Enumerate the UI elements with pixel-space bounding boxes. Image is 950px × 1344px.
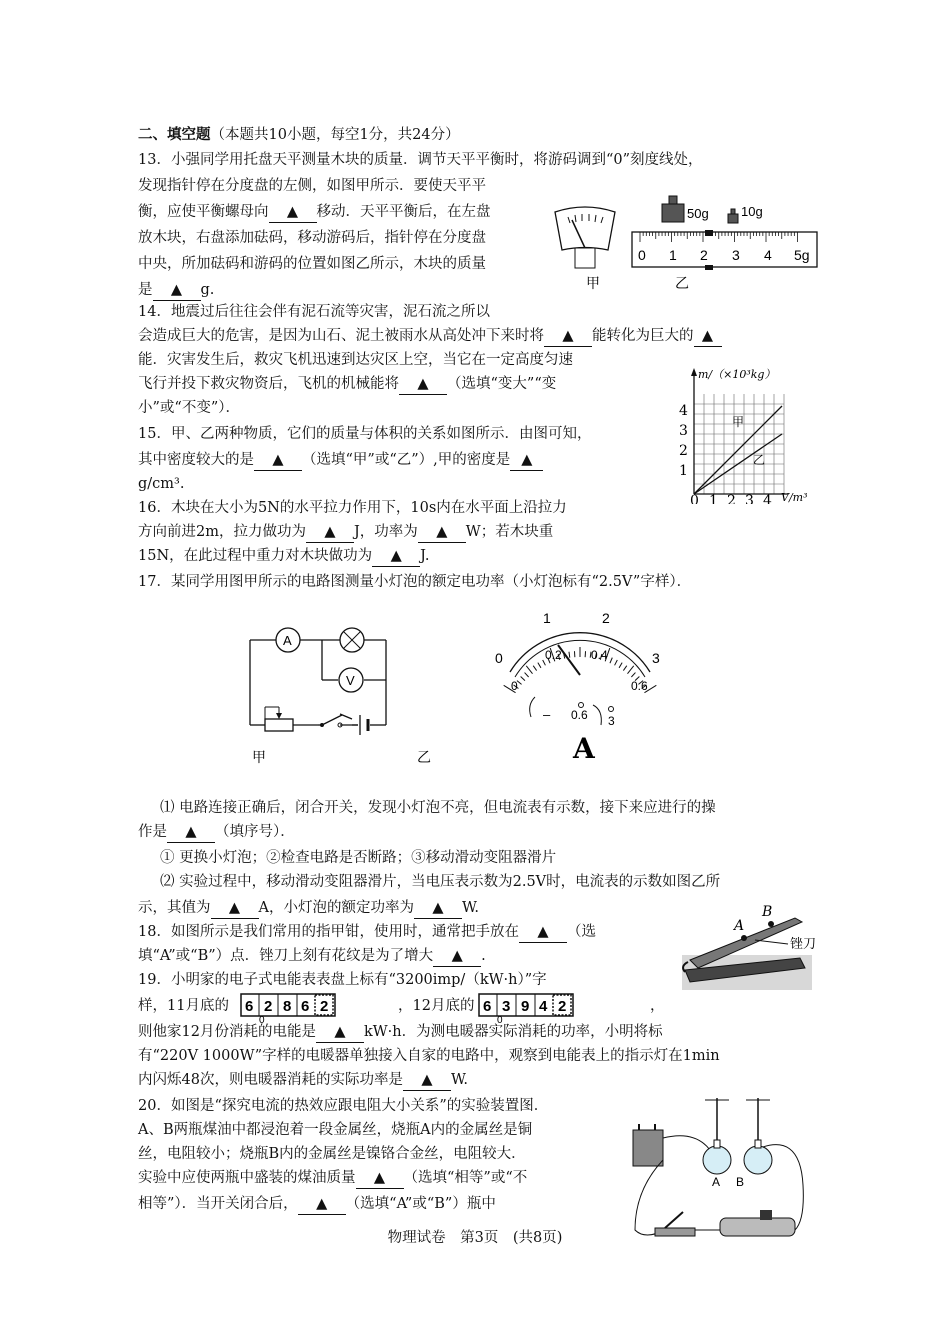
q20-line5: 相等”）．当开关闭合后， ▲ （选填“A”或“B”）瓶中 [138,1194,496,1215]
q13-line2: 发现指针停在分度盘的左侧，如图甲所示．要使天平平 [138,178,486,194]
answer-blank[interactable]: ▲ [510,450,543,471]
label-a: A [734,918,745,934]
terminal-label: – [543,707,551,722]
label-b: B [762,904,773,920]
ruler-tick-label: 3 [732,247,740,263]
x-tick: 3 [745,493,754,504]
meter-tick [538,663,541,668]
answer-blank[interactable]: ▲ [254,450,302,471]
meter-tick [615,660,618,665]
y-tick: 1 [679,463,688,479]
q16-line3: 15N，在此过程中重力对木块做功为 ▲ J. [138,546,429,567]
answer-blank[interactable]: ▲ [399,374,447,395]
circuit-label-jia: 甲 [252,750,266,766]
q13-line5: 中央，所加砝码和游码的位置如图乙所示，木块的质量 [138,256,486,272]
balance-figure [550,190,825,295]
voltmeter-label: V [346,673,355,688]
meter-digits [478,993,576,1023]
meter-tick [525,673,529,677]
terminal [609,707,614,712]
heating-experiment-figure [625,1090,815,1245]
x-tick: 0 [690,493,699,504]
q19-line5: 内闪烁48次，则电暖器消耗的实际功率是 ▲ W. [138,1070,468,1091]
x-tick: 1 [709,493,718,504]
meter-bottom-label: 0.4 [591,648,608,662]
answer-blank[interactable]: ▲ [433,946,481,967]
q14-line1: 14．地震过后往往会伴有泥石流等灾害，泥石流之所以 [138,304,490,320]
answer-blank[interactable]: ▲ [167,822,215,843]
weight-50g [662,196,684,222]
mass-volume-graph [676,364,816,504]
digit: 9 [521,998,530,1015]
answer-blank[interactable]: ▲ [414,898,462,919]
dial-scale-jia [555,207,615,268]
q20-line4: 实验中应使两瓶中盛装的煤油质量 ▲ （选填“相等”或“不 [138,1168,527,1189]
meter-tick [533,666,536,671]
digit: 2 [320,998,329,1015]
q13-line6: 是 ▲ g. [138,280,214,301]
meter-bottom-label: 0.2 [545,648,562,662]
q15-line2: 其中密度较大的是 ▲ （选填“甲”或“乙”）,甲的密度是 ▲ [138,450,543,471]
meter-tick [623,666,626,671]
figure-label-jia: 甲 [586,276,600,292]
digit: 3 [502,998,511,1015]
q16-line1: 16．木块在大小为5N的水平拉力作用下，10s内在水平面上沿拉力 [138,500,567,516]
y-tick: 2 [679,443,688,459]
q16-line2: 方向前进2m，拉力做功为 ▲ J，功率为 ▲ W；若木块重 [138,522,553,543]
q19-line4: 有“220V 1000W”字样的电暖器单独接入自家的电路中，观察到电能表上的指示灯在1min [138,1048,720,1064]
digit-sub: 0 [259,1015,265,1023]
q17-sub2-line1: ⑵ 实验过程中，移动滑动变阻器滑片，当电压表示数为2.5V时，电流表的示数如图乙所 [160,874,721,890]
answer-blank[interactable]: ▲ [356,1168,404,1189]
point-b [768,921,774,927]
answer-blank[interactable]: ▲ [211,898,259,919]
nail-clipper-figure [680,900,840,995]
digit: 4 [539,998,548,1015]
flask-a-label: A [712,1175,721,1189]
q17-sub1-options: ① 更换小灯泡；②检查电路是否断路；③移动滑动变阻器滑片 [160,850,557,866]
q14-line4: 飞行并投下救灾物资后，飞机的机械能将 ▲ （选填“变大”“变 [138,374,556,395]
figure-label-yi: 乙 [675,276,689,292]
q18-line2: 填“A”或“B”）点．锉刀上刻有花纹是为了增大 ▲ . [138,946,486,967]
answer-blank[interactable]: ▲ [316,1022,364,1043]
q17-sub1-line2: 作是 ▲ （填序号）． [138,822,295,843]
q20-line1: 20．如图是“探究电流的热效应跟电阻大小关系”的实验装置图． [138,1098,549,1114]
x-tick: 4 [763,493,772,504]
ruler-tick-label: 0 [638,247,646,263]
rheostat-symbol [265,707,293,731]
switch-symbol [320,715,358,727]
ammeter-label: A [283,633,292,648]
answer-blank[interactable]: ▲ [544,326,592,347]
ruler-tick-label: 1 [669,247,677,263]
wire [530,697,535,717]
q17-line1: 17．某同学用图甲所示的电路图测量小灯泡的额定电功率（小灯泡标有“2.5V”字样）． [138,574,692,590]
meter-tick [631,673,635,677]
answer-blank[interactable]: ▲ [306,522,354,543]
flask-b-label: B [736,1175,745,1189]
answer-blank[interactable]: ▲ [418,522,466,543]
line-jia-label: 甲 [732,415,745,429]
meter-unit: A [573,732,595,765]
wire [593,705,601,725]
answer-blank[interactable]: ▲ [269,202,317,223]
y-tick: 3 [679,423,688,439]
q13-line3: 衡，应使平衡螺母向 ▲ 移动．天平平衡后，在左盘 [138,202,491,223]
battery-box [633,1124,663,1166]
meter-top-label: 2 [602,610,610,626]
graph-x-label: V/m³ [781,491,808,504]
page-footer: 物理试卷 第3页 (共8页) [387,1230,563,1246]
q19-line2-mid: ，12月底的 [398,998,475,1014]
meter-tick [619,663,622,668]
meter-bottom-label: 0 [511,679,518,693]
q14-line5: 小”或“不变”）． [138,400,240,416]
q15-line1: 15．甲、乙两种物质，它们的质量与体积的关系如图所示．由图可知， [138,426,592,442]
meter-bottom-label: 0.6 [631,679,648,693]
weight-10g [728,209,738,223]
q15-line3: g/cm³. [138,476,185,492]
terminal [579,703,584,708]
circuit-diagram [240,625,460,770]
q13-line4: 放木块，右盘添加砝码，移动游码后，指针停在分度盘 [138,230,486,246]
meter-tick [526,666,532,674]
answer-blank[interactable]: ▲ [694,326,722,347]
meter-top-label: 3 [652,650,660,666]
q14-line3: 能．灾害发生后，救灾飞机迅速到达灾区上空，当它在一定高度匀速 [138,352,573,368]
q19-line1: 19．小明家的电子式电能表表盘上标有“3200imp/（kW·h）”字 [138,972,547,988]
y-tick: 4 [679,403,688,419]
digit-sub: 0 [497,1015,503,1023]
graph-y-label: m/（×10³kg） [698,368,776,381]
weight-50g-label: 50g [687,206,709,221]
digit: 6 [483,998,492,1015]
answer-blank[interactable]: ▲ [372,546,420,567]
q19-line3: 则他家12月份消耗的电能是 ▲ kW·h．为测电暖器实际消耗的功率，小明将标 [138,1022,663,1043]
lamp-symbol [340,628,364,652]
battery-symbol [360,715,368,735]
point-a [741,935,747,941]
q20-line3: 丝，电阻较小；烧瓶B内的金属丝是镍铬合金丝，电阻较大． [138,1146,526,1162]
meter-tick [521,676,525,680]
q17-sub1-line1: ⑴ 电路连接正确后，闭合开关，发现小灯泡不亮，但电流表有示数，接下来应进行的操 [160,800,716,816]
beam-ruler [632,230,817,270]
flask-b [744,1098,772,1174]
weight-10g-label: 10g [741,204,763,219]
x-tick: 2 [727,493,736,504]
q19-line2: 样，11月底的 [138,998,229,1014]
ruler-tick-label: 2 [700,247,708,263]
digit: 2 [264,998,273,1015]
q13-line1: 13．小强同学用托盘天平测量木块的质量．调节天平平衡时，将游码调到“0”刻度线处， [138,152,703,168]
meter-top-label: 0 [495,650,503,666]
meter-digits [240,993,338,1023]
answer-blank[interactable]: ▲ [519,922,567,943]
answer-blank[interactable]: ▲ [153,280,201,301]
ruler-tick-label: 4 [764,247,772,263]
answer-blank[interactable]: ▲ [298,1194,346,1215]
ammeter-face [485,605,675,765]
q19-line2-end: ， [650,998,665,1014]
answer-blank[interactable]: ▲ [403,1070,451,1091]
digit: 6 [301,998,310,1015]
q14-line2: 会造成巨大的危害，是因为山石、泥土被雨水从高处冲下来时将 ▲ 能转化为巨大的 ▲ [138,326,722,347]
digit: 2 [558,998,567,1015]
meter-tick [569,652,570,658]
terminal-label: 0.6 [571,708,588,722]
section-header: 二、填空题（本题共10小题，每空1分，共24分） [138,126,460,143]
meter-top-label: 1 [543,610,551,626]
ruler-tick-label: 5g [794,247,810,263]
circuit-label-yi: 乙 [417,750,431,766]
file-label: 锉刀 [790,937,817,952]
q17-sub2-line2: 示，其值为 ▲ A，小灯泡的额定功率为 ▲ W. [138,898,479,919]
meter-tick [627,666,633,674]
line-yi-label: 乙 [753,453,766,467]
flask-a [703,1098,731,1174]
digit: 8 [283,998,292,1015]
q20-line2: A、B两瓶煤油中都浸泡着一段金属丝，烧瓶A内的金属丝是铜 [138,1122,533,1138]
meter-tick [610,658,612,664]
q18-line1: 18．如图所示是我们常用的指甲钳，使用时，通常把手放在 ▲ （选 [138,922,596,943]
digit: 6 [245,998,254,1015]
terminal-label: 3 [608,714,615,728]
